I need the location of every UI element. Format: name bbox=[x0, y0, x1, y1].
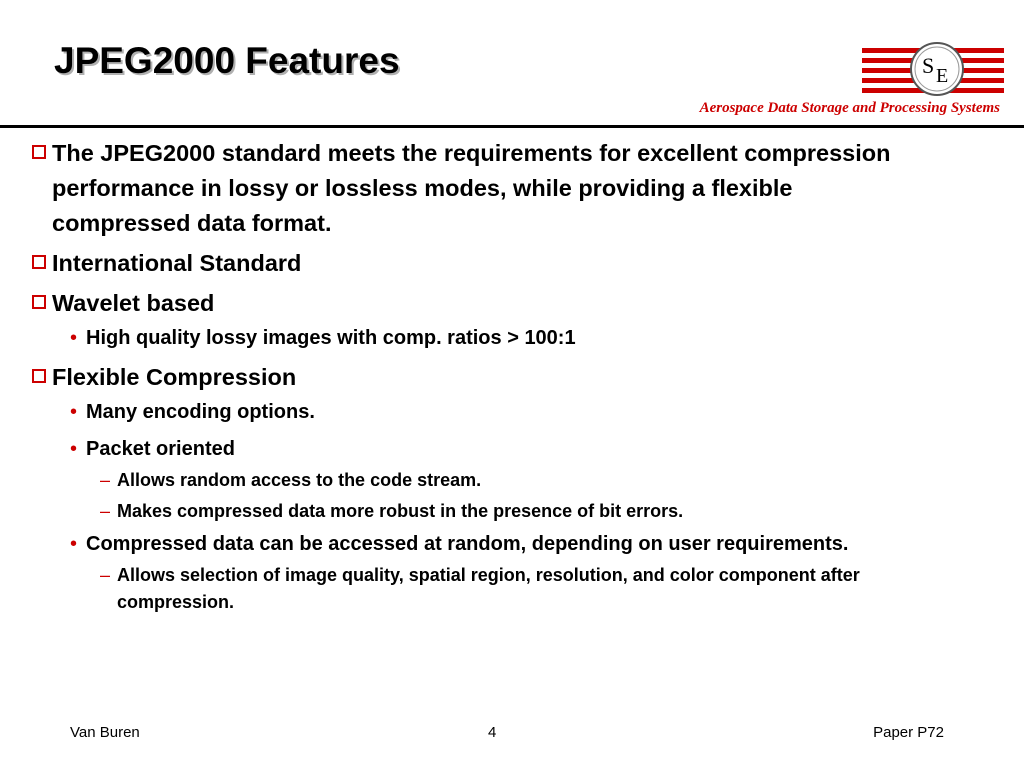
hollow-square-icon bbox=[32, 145, 46, 159]
company-logo bbox=[862, 40, 1004, 98]
sub-sub-bullet-text: Allows random access to the code stream. bbox=[117, 470, 482, 490]
header-divider bbox=[0, 125, 1024, 128]
footer-paper-id: Paper P72 bbox=[873, 724, 944, 741]
sub-bullet-item bbox=[30, 434, 910, 465]
dash-bullet-icon: – bbox=[100, 565, 111, 585]
bullet-text: Wavelet based bbox=[52, 290, 215, 316]
bullet-text: International Standard bbox=[52, 250, 302, 276]
logo-letter-s: S bbox=[922, 53, 935, 78]
hollow-square-icon bbox=[32, 255, 46, 269]
slide-title: JPEG2000 Features bbox=[54, 40, 400, 81]
sub-sub-bullet-text: Allows selection of image quality, spatial region, resolution, and color component after compression. bbox=[117, 565, 860, 612]
logo-letter-e: E bbox=[936, 65, 949, 87]
company-tagline: Aerospace Data Storage and Processing Systems bbox=[699, 100, 1000, 116]
dot-bullet-icon: • bbox=[70, 533, 78, 555]
bullet-text: The JPEG2000 standard meets the requirements for excellent compression performance in lossy or lossless modes, while providing a flexible compressed data format. bbox=[52, 140, 891, 236]
sub-sub-bullet-item bbox=[30, 562, 910, 616]
dot-bullet-icon: • bbox=[70, 401, 78, 423]
dot-bullet-icon: • bbox=[70, 438, 78, 460]
hollow-square-icon bbox=[32, 369, 46, 383]
bullet-text: Flexible Compression bbox=[52, 364, 297, 390]
hollow-square-icon bbox=[32, 295, 46, 309]
dash-bullet-icon: – bbox=[100, 470, 111, 490]
sub-bullet-item bbox=[30, 529, 910, 560]
sub-bullet-item bbox=[30, 323, 910, 354]
dot-bullet-icon: • bbox=[70, 327, 78, 349]
footer-page-number: 4 bbox=[488, 724, 497, 741]
sub-bullet-text: Many encoding options. bbox=[86, 401, 315, 423]
sub-bullet-text: Compressed data can be accessed at random, depending on user requirements. bbox=[86, 533, 849, 555]
dash-bullet-icon: – bbox=[100, 501, 111, 521]
sub-sub-bullet-item bbox=[30, 498, 910, 525]
sub-sub-bullet-item bbox=[30, 467, 910, 494]
sub-bullet-text: Packet oriented bbox=[86, 438, 235, 460]
se-logo-icon bbox=[862, 40, 1004, 98]
bullet-item bbox=[30, 136, 910, 241]
bullet-item bbox=[30, 246, 910, 281]
bullet-item bbox=[30, 360, 910, 395]
footer-author: Van Buren bbox=[70, 724, 140, 741]
sub-sub-bullet-text: Makes compressed data more robust in the presence of bit errors. bbox=[117, 501, 684, 521]
sub-bullet-item bbox=[30, 397, 910, 428]
bullet-item bbox=[30, 286, 910, 321]
sub-bullet-text: High quality lossy images with comp. ratios > 100:1 bbox=[86, 327, 576, 349]
slide-body bbox=[30, 136, 910, 620]
